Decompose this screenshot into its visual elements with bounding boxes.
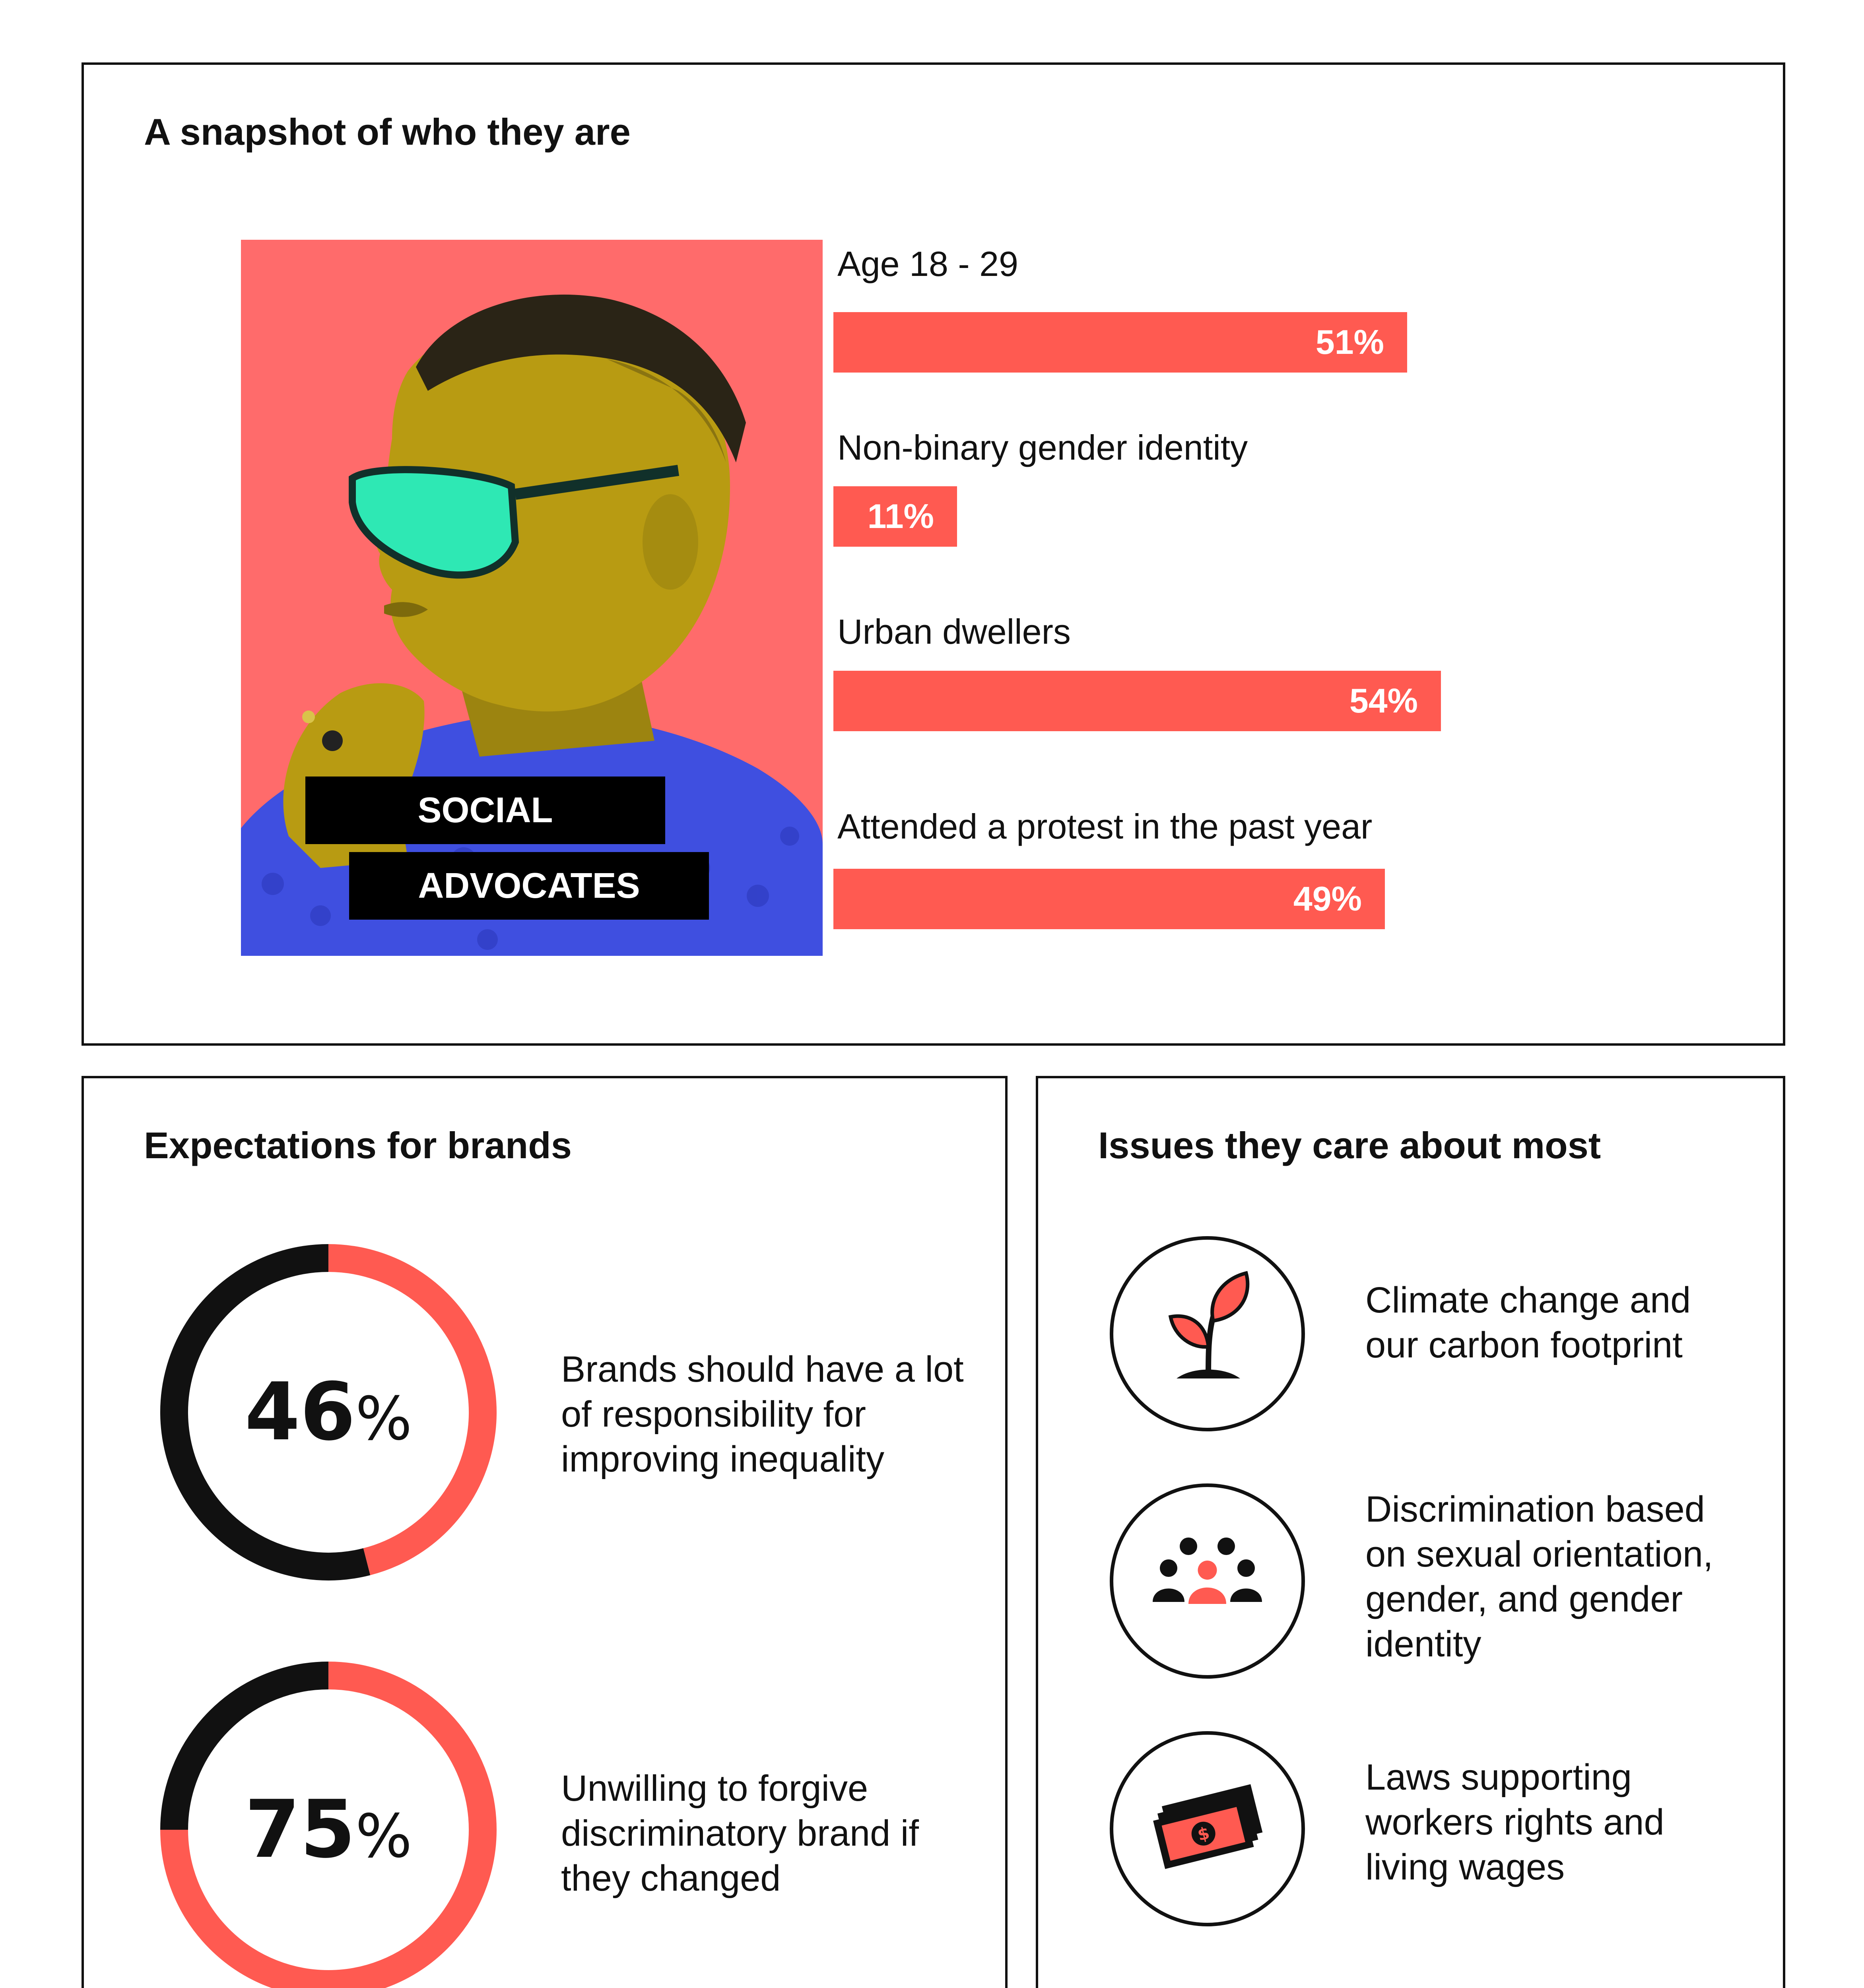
donut-description: Brands should have a lot of responsibility for improving inequality bbox=[561, 1349, 964, 1479]
bar-category-label: Age 18 - 29 bbox=[837, 244, 1018, 283]
money-bills-icon bbox=[1109, 1730, 1306, 1927]
expectations-title: Expectations for brands bbox=[144, 1124, 572, 1166]
portrait-caption-line-2: ADVOCATES bbox=[349, 852, 709, 920]
issue-text: Climate change and our carbon footprint bbox=[1365, 1280, 1691, 1365]
issue-text: Discrimination based on sexual orientation, gender, and gender identity bbox=[1365, 1489, 1713, 1664]
bar-non-binary: 11% bbox=[833, 486, 957, 547]
bar-attended-protest: 49% bbox=[833, 869, 1385, 929]
bar-category-label: Attended a protest in the past year bbox=[837, 807, 1373, 846]
snapshot-panel bbox=[82, 62, 1785, 1046]
portrait-caption-line-1: SOCIAL bbox=[305, 777, 665, 844]
donut-description: Unwilling to forgive discriminatory brand if they changed bbox=[561, 1768, 919, 1899]
issue-text: Laws supporting workers rights and living wages bbox=[1365, 1757, 1664, 1887]
bar-category-label: Non-binary gender identity bbox=[837, 428, 1248, 467]
donut-value-75: 75% bbox=[245, 1783, 412, 1876]
social-advocate-portrait-image bbox=[241, 240, 823, 956]
group-people-icon bbox=[1109, 1483, 1306, 1679]
svg-text:$: $ bbox=[1195, 1823, 1212, 1845]
bar-category-label: Urban dwellers bbox=[837, 612, 1071, 651]
issues-panel bbox=[1036, 1076, 1785, 1988]
bar-urban-dwellers: 54% bbox=[833, 671, 1441, 731]
donut-value-46: 46% bbox=[245, 1366, 412, 1458]
sprout-icon bbox=[1109, 1235, 1306, 1432]
issues-title: Issues they care about most bbox=[1098, 1124, 1601, 1166]
expectations-panel bbox=[82, 1076, 1008, 1988]
snapshot-title: A snapshot of who they are bbox=[144, 111, 631, 153]
bar-age-18-29: 51% bbox=[833, 312, 1407, 373]
